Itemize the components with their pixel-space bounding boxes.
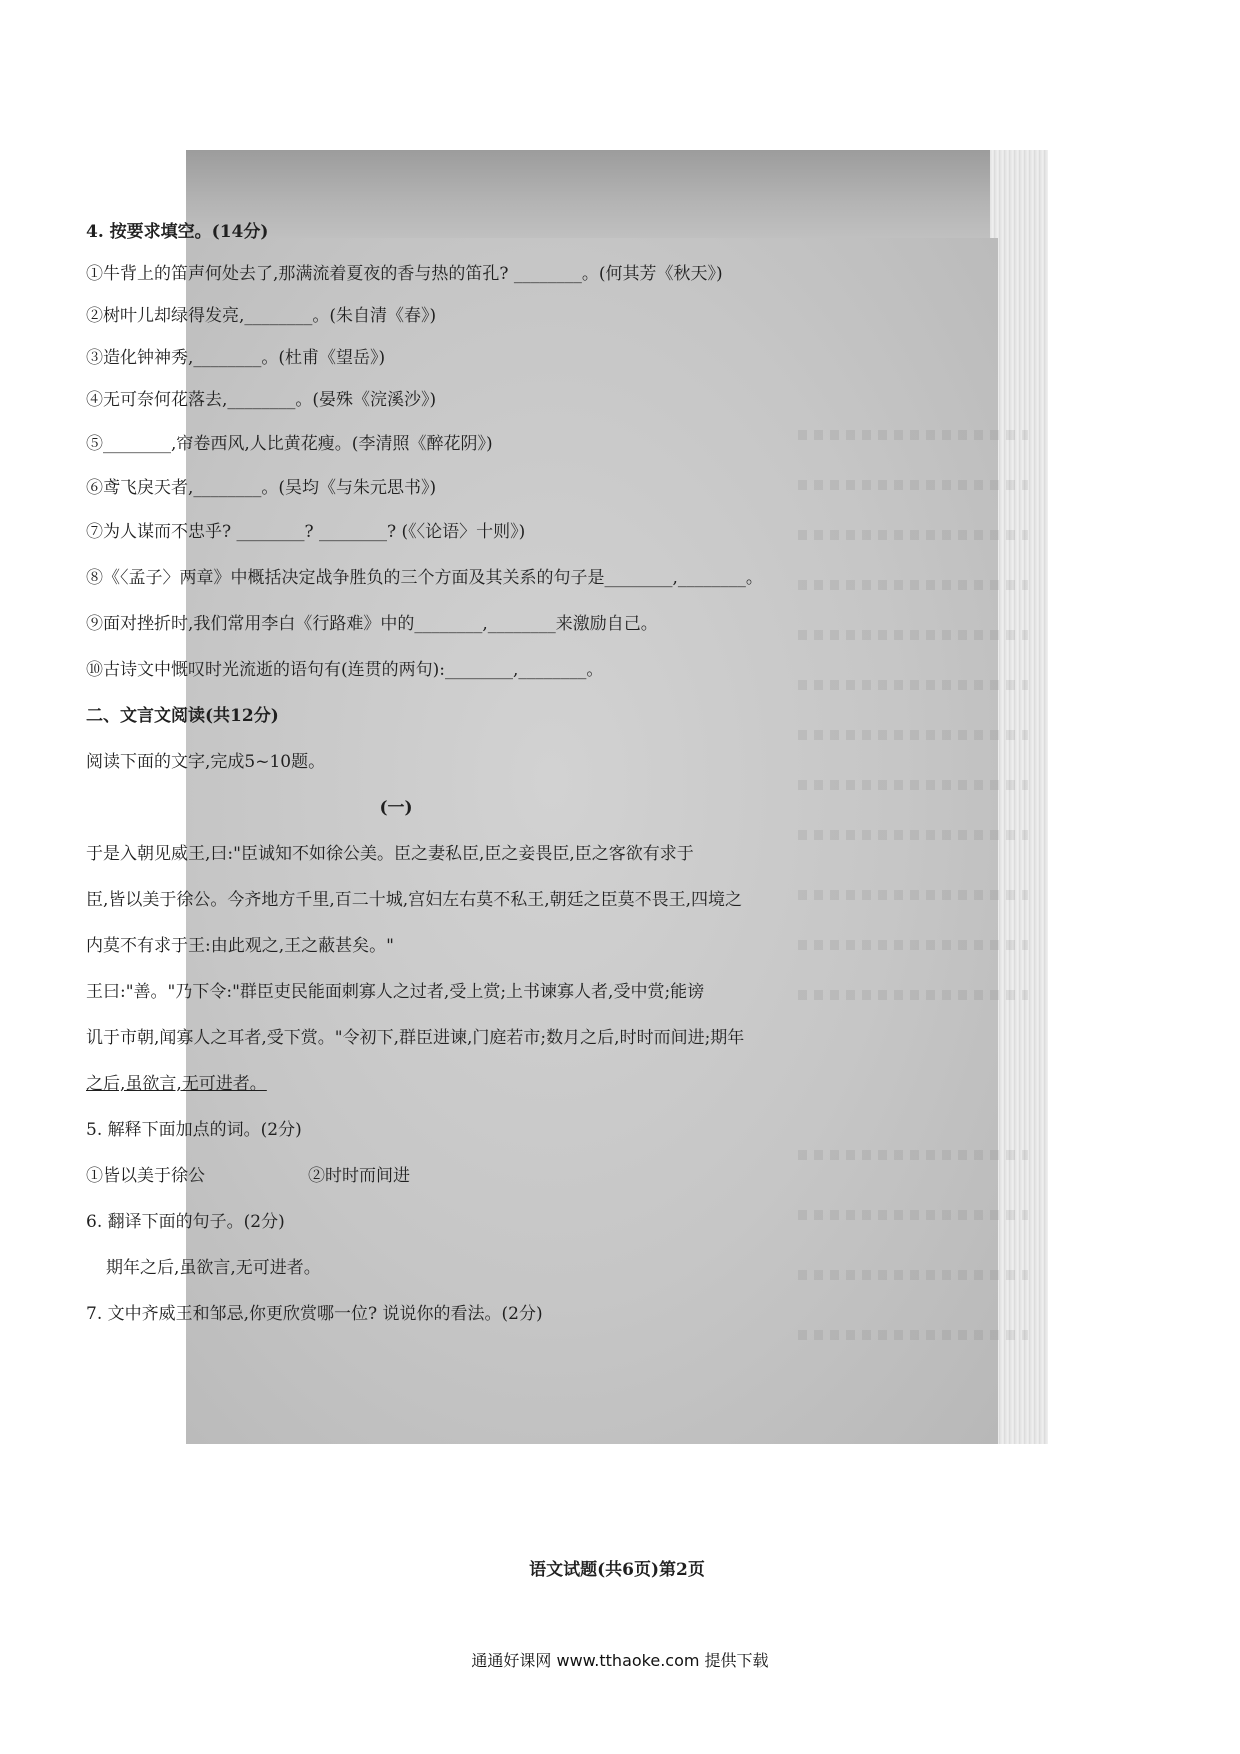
bleed-through-text (798, 580, 1028, 590)
bleed-through-text (798, 530, 1028, 540)
fill-blank-item: ⑩古诗文中慨叹时光流逝的语句有(连贯的两句):________,________。 (86, 660, 604, 680)
bleed-through-text (798, 730, 1028, 740)
bleed-through-text (798, 890, 1028, 900)
fill-blank-item: ③造化钟神秀,________。(杜甫《望岳》) (86, 348, 386, 368)
page-top-edge (186, 150, 990, 238)
bleed-through-text (798, 1150, 1028, 1160)
download-credit: 通通好课网 www.tthaoke.com 提供下载 (471, 1651, 769, 1670)
bleed-through-text (798, 430, 1028, 440)
section-2-title: 二、文言文阅读(共12分) (86, 706, 279, 726)
bleed-through-text (798, 780, 1028, 790)
passage-line: 内莫不有求于王:由此观之,王之蔽甚矣。" (86, 936, 394, 956)
fill-blank-item: ④无可奈何花落去,________。(晏殊《浣溪沙》) (86, 390, 437, 410)
passage-line-underlined: 之后,虽欲言,无可进者。 (86, 1074, 267, 1094)
fill-blank-item: ⑦为人谋而不忠乎? ________? ________? (《〈论语〉十则》) (86, 522, 526, 542)
bleed-through-text (798, 990, 1028, 1000)
passage-part-label: (一) (379, 798, 413, 818)
passage-line: 臣,皆以美于徐公。今齐地方千里,百二十城,宫妇左右莫不私王,朝廷之臣莫不畏王,四境之 (86, 890, 743, 910)
bleed-through-text (798, 680, 1028, 690)
question-6-title: 6. 翻译下面的句子。(2分) (86, 1212, 285, 1232)
bleed-through-text (798, 830, 1028, 840)
fill-blank-item: ⑥鸢飞戾天者,________。(吴均《与朱元思书》) (86, 478, 437, 498)
question-6-sentence: 期年之后,虽欲言,无可进者。 (106, 1258, 321, 1278)
passage-line: 王曰:"善。"乃下令:"群臣吏民能面刺寡人之过者,受上赏;上书谏寡人者,受中赏;能谤 (86, 982, 705, 1002)
passage-line: 讥于市朝,闻寡人之耳者,受下赏。"令初下,群臣进谏,门庭若市;数月之后,时时而间进;期年 (86, 1028, 745, 1048)
paper-stack-edge (990, 150, 1048, 1444)
page-number-footer: 语文试题(共6页)第2页 (529, 1560, 705, 1580)
passage-line: 于是入朝见威王,曰:"臣诚知不如徐公美。臣之妻私臣,臣之妾畏臣,臣之客欲有求于 (86, 844, 694, 864)
question-7-title: 7. 文中齐威王和邹忌,你更欣赏哪一位? 说说你的看法。(2分) (86, 1304, 543, 1324)
fill-blank-item: ⑤________,帘卷西风,人比黄花瘦。(李清照《醉花阴》) (86, 434, 493, 454)
question-5-item-1: ①皆以美于徐公 (86, 1166, 205, 1186)
bleed-through-text (798, 480, 1028, 490)
question-5-title: 5. 解释下面加点的词。(2分) (86, 1120, 302, 1140)
question-4-title: 4. 按要求填空。(14分) (86, 222, 269, 242)
bleed-through-text (798, 1270, 1028, 1280)
fill-blank-item: ②树叶儿却绿得发亮,________。(朱自清《春》) (86, 306, 437, 326)
bleed-through-text (798, 1330, 1028, 1340)
section-2-instruction: 阅读下面的文字,完成5~10题。 (86, 752, 326, 772)
fill-blank-item: ⑨面对挫折时,我们常用李白《行路难》中的________,________来激励自己。 (86, 614, 658, 634)
bleed-through-text (798, 1210, 1028, 1220)
fill-blank-item: ⑧《〈孟子〉两章》中概括决定战争胜负的三个方面及其关系的句子是________,________。 (86, 568, 763, 588)
bleed-through-text (798, 940, 1028, 950)
question-5-item-2: ②时时而间进 (308, 1166, 410, 1186)
fill-blank-item: ①牛背上的笛声何处去了,那满流着夏夜的香与热的笛孔? ________。(何其芳《秋天》) (86, 264, 723, 284)
scanned-exam-photo (186, 150, 1048, 1580)
bleed-through-text (798, 630, 1028, 640)
